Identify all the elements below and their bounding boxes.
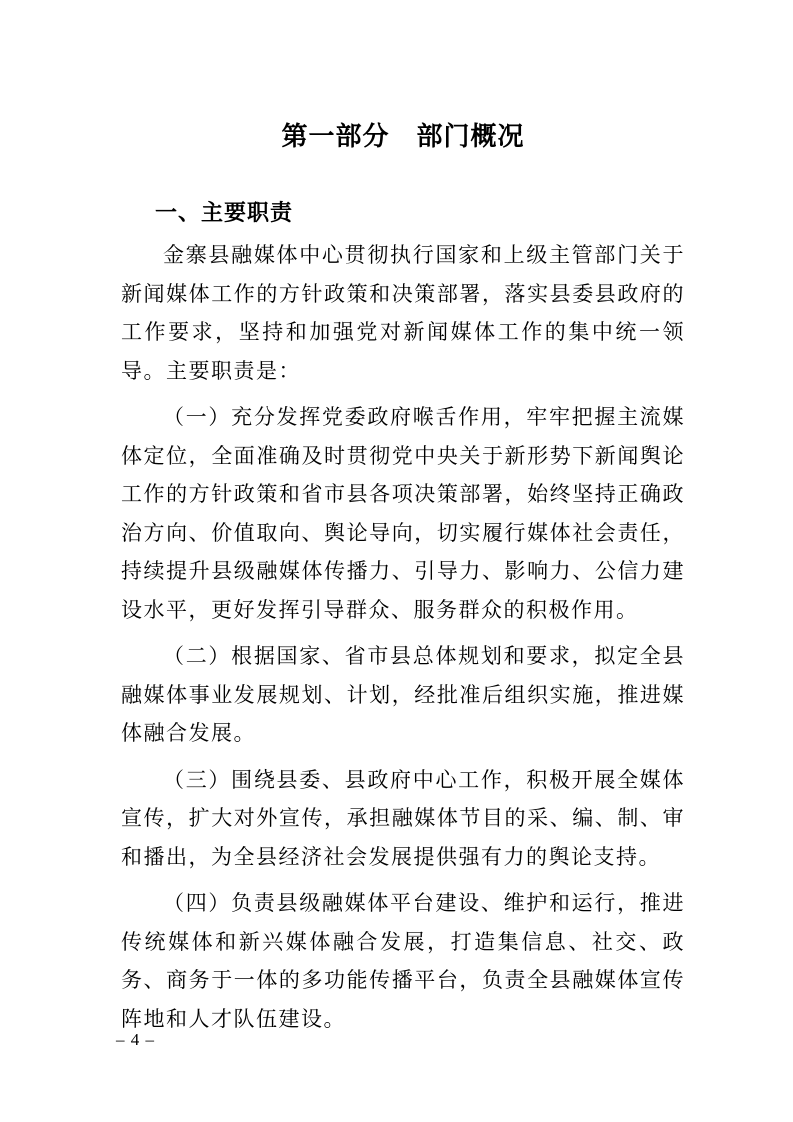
- page-title: 第一部分 部门概况: [281, 121, 525, 151]
- paragraph-duty-2: （二）根据国家、省市县总体规划和要求，拟定全县融媒体事业发展规划、计划，经批准后组织实施，推进媒体融合发展。: [121, 644, 685, 745]
- section-heading-main-duties: 一、主要职责: [155, 200, 294, 225]
- paragraph-duty-1: （一）充分发挥党委政府喉舌作用，牢牢把握主流媒体定位，全面准确及时贯彻党中央关于新形势下新闻舆论工作的方针政策和省市县各项决策部署，始终坚持正确政治方向、价值取向、舆论导向，切实履行媒体社会责任，持续提升县级融媒体传播力、引导力、影响力、公信力建设水平，更好发挥引导群众、服务群众的积极作用。: [121, 405, 685, 622]
- section-body-main-duties: [121, 236, 685, 1038]
- paragraph-duty-4: （四）负责县级融媒体平台建设、维护和运行，推进传统媒体和新兴媒体融合发展，打造集信息、社交、政务、商务于一体的多功能传播平台，负责全县融媒体宣传阵地和人才队伍建设。: [121, 891, 685, 1031]
- page-number: – 4 –: [116, 1030, 155, 1049]
- paragraph-intro: 金寨县融媒体中心贯彻执行国家和上级主管部门关于新闻媒体工作的方针政策和决策部署，落实县委县政府的工作要求，坚持和加强党对新闻媒体工作的集中统一领导。主要职责是：: [121, 243, 685, 383]
- paragraph-duty-3: （三）围绕县委、县政府中心工作，积极开展全媒体宣传，扩大对外宣传，承担融媒体节目的采、编、制、审和播出，为全县经济社会发展提供强有力的舆论支持。: [121, 767, 685, 869]
